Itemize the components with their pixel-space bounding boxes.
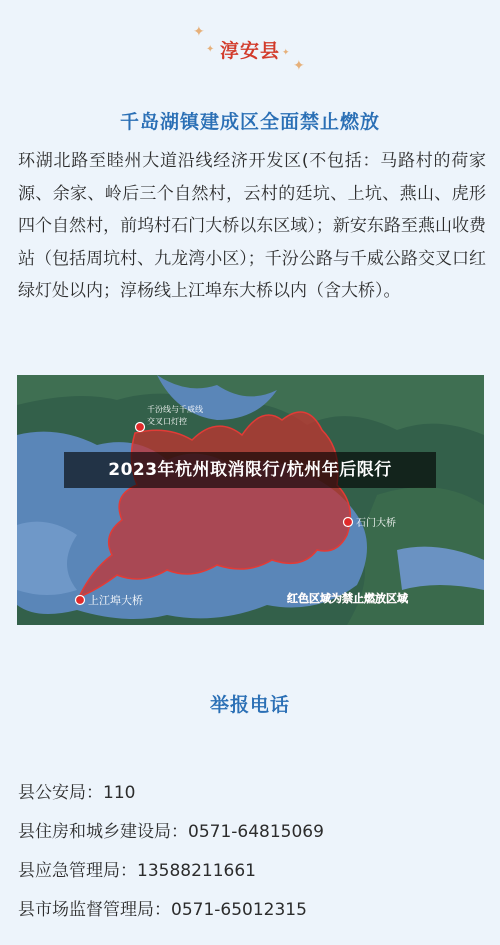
contact-row-housing (18, 817, 488, 856)
contact-phone[interactable]: 13588211661 (137, 861, 256, 881)
map-marker (344, 518, 353, 527)
sparkle-icon: ✦ (293, 58, 305, 74)
report-title: 举报电话 (209, 694, 290, 716)
contact-row-police (18, 778, 488, 817)
overlay-banner[interactable]: 2023年杭州取消限行/杭州年后限行 (64, 452, 436, 488)
contact-label: 县住房和城乡建设局： (18, 822, 188, 842)
map-marker (136, 423, 145, 432)
map-label-shangjiangbu: 上江埠大桥 (88, 594, 143, 607)
sparkle-icon: ✦ (282, 48, 290, 58)
contact-phone[interactable]: 0571-64815069 (188, 822, 324, 842)
map-label-junction-2: 交叉口灯控 (147, 417, 187, 426)
sparkle-icon: ✦ (193, 24, 205, 40)
contact-label: 县市场监督管理局： (18, 900, 171, 920)
contact-phone[interactable]: 110 (103, 783, 136, 803)
map-marker (76, 596, 85, 605)
county-header (0, 18, 500, 88)
notice-title: 千岛湖镇建成区全面禁止燃放 (119, 111, 380, 133)
map-legend: 红色区域为禁止燃放区域 (287, 592, 408, 605)
contact-row-emergency (18, 856, 488, 895)
ban-zone-map (17, 375, 484, 625)
contact-label: 县应急管理局： (18, 861, 137, 881)
contact-list (18, 778, 488, 934)
map-label-junction-1: 千汾线与千威线 (147, 405, 203, 414)
sparkle-icon: ✦ (206, 44, 215, 55)
contact-label: 县公安局： (18, 783, 103, 803)
contact-phone[interactable]: 0571-65012315 (171, 900, 307, 920)
contact-row-market (18, 895, 488, 934)
map-label-shimen: 石门大桥 (356, 518, 396, 529)
county-title: 淳安县 (219, 40, 280, 62)
notice-body: 环湖北路至睦州大道沿线经济开发区(不包括：马路村的荷家源、余家、岭后三个自然村，云村的廷坑、上坑、燕山、虎形四个自然村，前坞村石门大桥以东区域）；新安东路至燕山收费站（包括周坑村、九龙湾小区）；千汾公路与千威公路交叉口红绿灯处以内；淳杨线上江埠东大桥以内（含大桥）。 (18, 151, 486, 301)
